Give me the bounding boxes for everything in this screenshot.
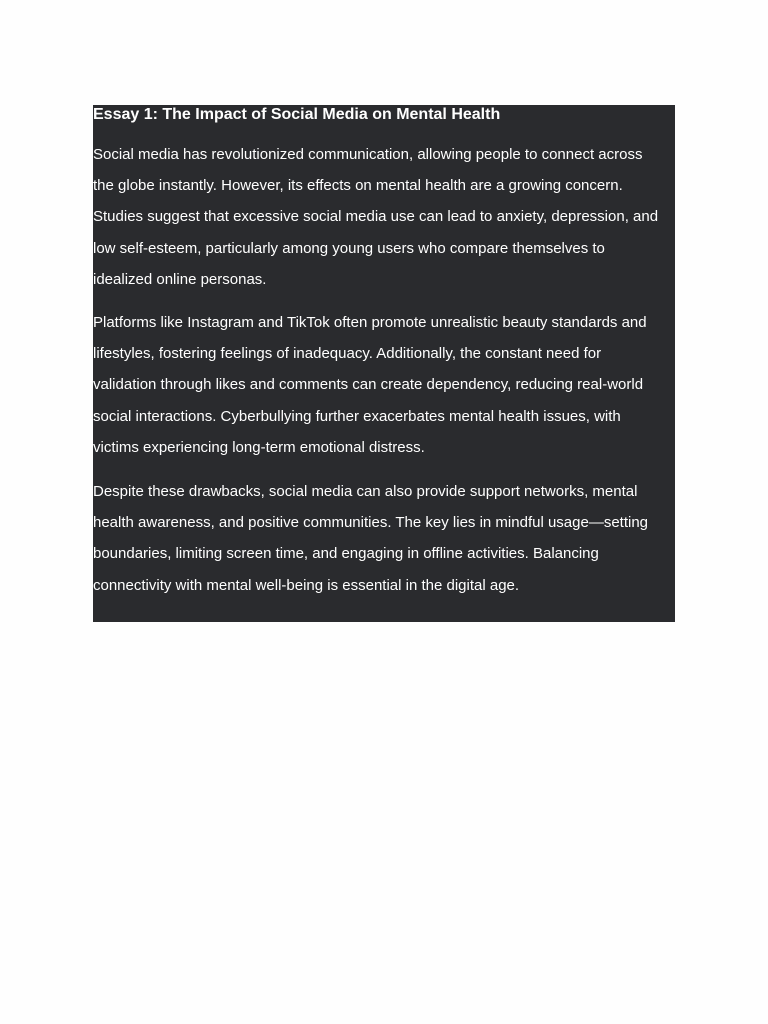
paragraph-line: Platforms like Instagram and TikTok often promote unrealistic beauty standards and (93, 314, 647, 331)
essay-paragraph-3 (93, 476, 675, 601)
paragraph-line: Despite these drawbacks, social media can also provide support networks, mental (93, 483, 638, 500)
paragraph-line: victims experiencing long-term emotional distress. (93, 438, 425, 456)
paragraph-line: validation through likes and comments can create dependency, reducing real-world (93, 376, 644, 394)
paragraph-line: low self-esteem, particularly among young users who compare themselves to (93, 239, 605, 257)
paragraph-line: the globe instantly. However, its effects on mental health are a growing concern. (93, 177, 623, 195)
essay-title: Essay 1: The Impact of Social Media on Mental Health (93, 106, 501, 123)
paragraph-line: social interactions. Cyberbullying further exacerbates mental health issues, with (93, 407, 621, 425)
paragraph-line: Studies suggest that excessive social media use can lead to anxiety, depression, and (93, 208, 659, 226)
paragraph-line: Social media has revolutionized communication, allowing people to connect across (93, 146, 643, 163)
paragraph-line: health awareness, and positive communities. The key lies in mindful usage—setting (93, 514, 649, 532)
paragraph-line: idealized online personas. (93, 270, 267, 288)
essay-paragraph-2 (93, 307, 675, 463)
paragraph-line: lifestyles, fostering feelings of inadequacy. Additionally, the constant need for (93, 345, 602, 363)
paragraph-line: connectivity with mental well-being is essential in the digital age. (93, 576, 520, 594)
essay-block (93, 105, 675, 622)
essay-paragraph-1 (93, 139, 675, 295)
paragraph-line: boundaries, limiting screen time, and engaging in offline activities. Balancing (93, 545, 599, 563)
